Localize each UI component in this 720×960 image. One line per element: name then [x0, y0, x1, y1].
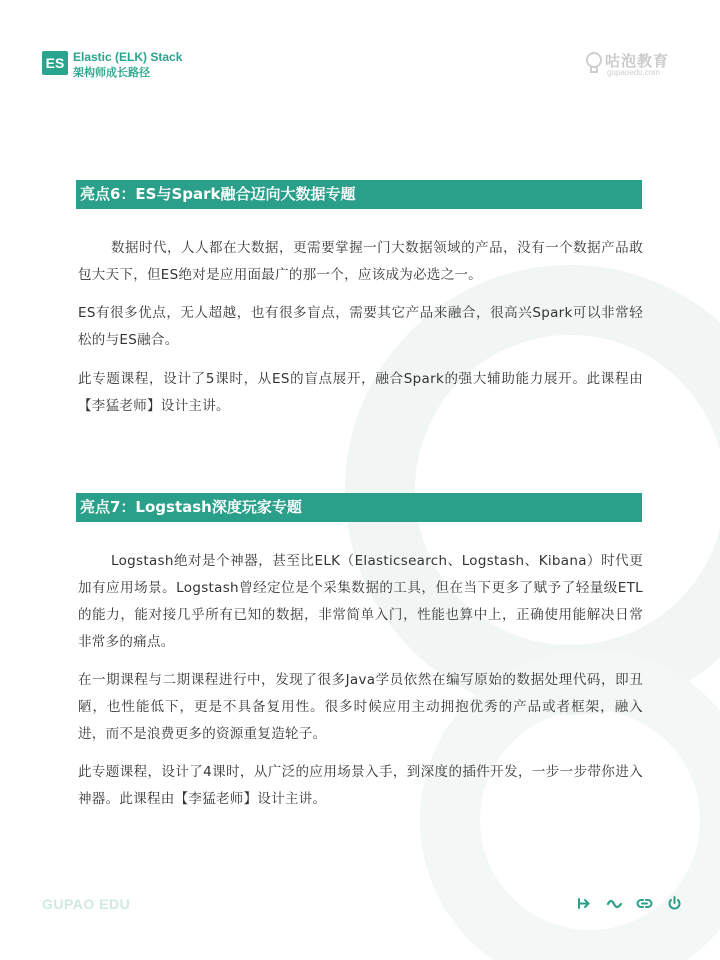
- footer-icon-row: [576, 895, 683, 912]
- footer-brand: GUPAO EDU: [42, 896, 131, 912]
- section-heading: 亮点7：Logstash深度玩家专题: [76, 493, 642, 522]
- paragraph: 数据时代，人人都在大数据，更需要掌握一门大数据领域的产品，没有一个数据产品敢包大天下，但ES绝对是应用面最广的那一个，应该成为必选之一。: [78, 240, 643, 283]
- paragraph: 此专题课程，设计了5课时，从ES的盲点展开，融合Spark的强大辅助能力展开。此课程由【李猛老师】设计主讲。: [78, 371, 643, 414]
- partner-name: 咕泡教育: [605, 52, 670, 70]
- brand-title: Elastic (ELK) Stack: [73, 50, 183, 64]
- link-icon: [636, 895, 653, 912]
- arrow-right-icon: [576, 895, 593, 912]
- bulb-icon: [585, 52, 603, 74]
- section-heading: 亮点6：ES与Spark融合迈向大数据专题: [76, 180, 642, 209]
- es-logo: ES: [42, 51, 68, 75]
- partner-logo: [585, 50, 685, 80]
- wave-icon: [606, 895, 623, 912]
- partner-url: gupaoedu.com: [607, 68, 660, 77]
- paragraph: Logstash绝对是个神器，甚至比ELK（Elasticsearch、Logstash、Kibana）时代更加有应用场景。Logstash曾经定位是个采集数据的工具，但在当下更多了赋予了轻量级ETL的能力，能对接几乎所有已知的数据，非常简单入门，性能也算中上，正确使用能解决日常非常多的痛点。: [78, 553, 643, 650]
- brand-subtitle: 架构师成长路径: [73, 66, 150, 79]
- paragraph: 此专题课程，设计了4课时，从广泛的应用场景入手，到深度的插件开发，一步一步带你进入神器。此课程由【李猛老师】设计主讲。: [78, 764, 643, 807]
- paragraph: ES有很多优点，无人超越，也有很多盲点，需要其它产品来融合，很高兴Spark可以非常轻松的与ES融合。: [78, 305, 643, 348]
- power-icon: [666, 895, 683, 912]
- paragraph: 在一期课程与二期课程进行中，发现了很多Java学员依然在编写原始的数据处理代码，即丑陋，也性能低下，更是不具备复用性。很多时候应用主动拥抱优秀的产品或者框架，融入进，而不是浪费更多的资源重复造轮子。: [78, 672, 643, 742]
